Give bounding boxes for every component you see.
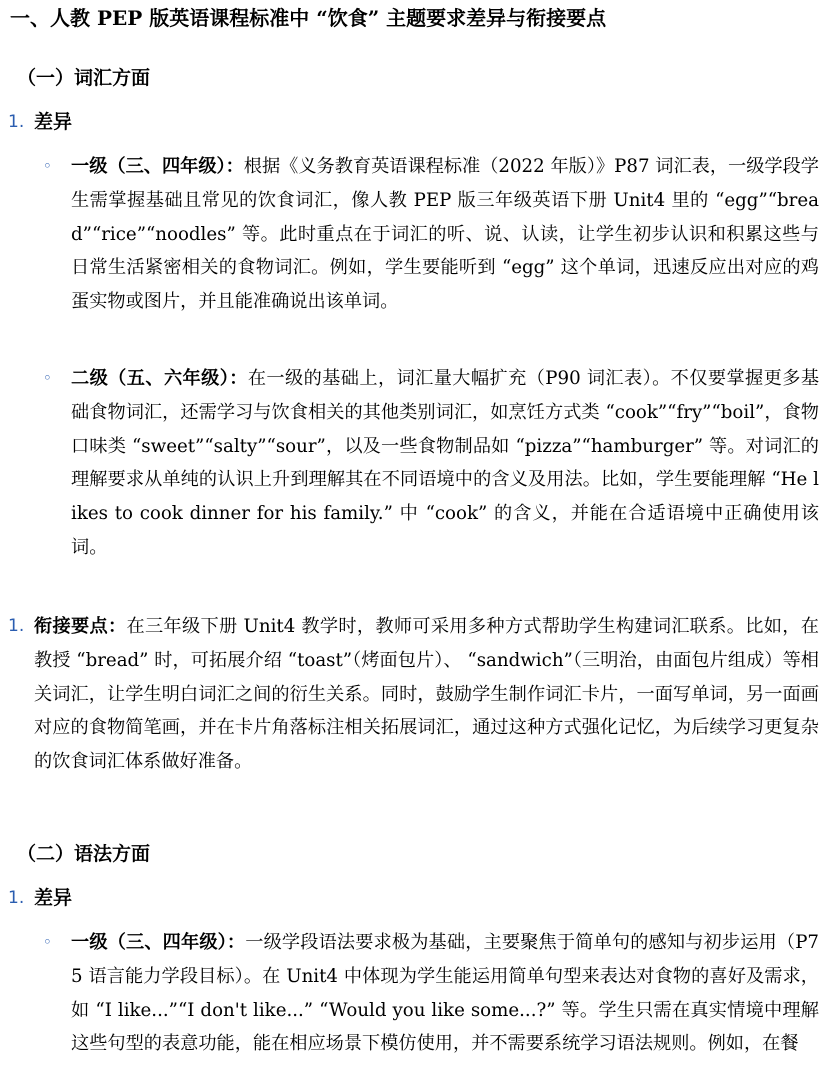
- list-number: 1.: [8, 616, 25, 636]
- list-number: 1.: [8, 888, 25, 908]
- document-title: 一、人教 PEP 版英语课程标准中 “饮食” 主题要求差异与衔接要点: [10, 6, 607, 30]
- list-item-level-one: [71, 150, 819, 319]
- list-item-level-two: [71, 362, 819, 565]
- bullet-icon: ◦: [43, 157, 52, 175]
- item-label: 二级（五、六年级）：: [71, 368, 248, 389]
- item-label: 一级（三、四年级）：: [71, 932, 246, 953]
- list-item-connection-points: [34, 610, 819, 779]
- item-text: 在一级的基础上，词汇量大幅扩充（P90 词汇表）。不仅要掌握更多基础食物词汇，还需学习与饮食相关的其他类别词汇，如烹饪方式类 “cook”“fry”“boil”，食物口味类 “sweet”“salty”“sour”，以及一些食物制品如 “pizza”“hamburger” 等。对词汇的理解要求从单纯的认识上升到理解其在不同语境中的含义及用法。比如，学生要能理解 “He likes to cook dinner for his family.” 中 “cook” 的含义，并能在合适语境中正确使用该词。: [71, 368, 820, 558]
- item-text: 根据《义务教育英语课程标准（2022 年版）》P87 词汇表，一级学段学生需掌握基础且常见的饮食词汇，像人教 PEP 版三年级英语下册 Unit4 里的 “egg”“bread”“rice”“noodles” 等。此时重点在于词汇的听、说、认读，让学生初步认识和积累这些与日常生活紧密相关的食物词汇。例如，学生要能听到 “egg” 这个单词，迅速反应出对应的鸡蛋实物或图片，并且能准确说出该单词。: [71, 156, 819, 313]
- list-number: 1.: [8, 112, 25, 132]
- item-label: 一级（三、四年级）：: [71, 156, 244, 177]
- list-heading-difference: 差异: [34, 887, 73, 909]
- section-heading-vocabulary: （一）词汇方面: [17, 67, 151, 89]
- bullet-icon: ◦: [43, 369, 52, 387]
- item-label: 衔接要点：: [34, 616, 127, 637]
- bullet-icon: ◦: [43, 933, 52, 951]
- item-text: 在三年级下册 Unit4 教学时，教师可采用多种方式帮助学生构建词汇联系。比如，在教授 “bread” 时，可拓展介绍 “toast”（烤面包片）、 “sandwich”（三明治，由面包片组成）等相关词汇，让学生明白词汇之间的衍生关系。同时，鼓励学生制作词汇卡片，一面写单词，另一面画对应的食物简笔画，并在卡片角落标注相关拓展词汇，通过这种方式强化记忆，为后续学习更复杂的饮食词汇体系做好准备。: [34, 616, 819, 773]
- item-text: 一级学段语法要求极为基础，主要聚焦于简单句的感知与初步运用（P75 语言能力学段目标）。在 Unit4 中体现为学生能运用简单句型来表达对食物的喜好及需求，如 “I like...”“I don't like...” “Would you like some...?” 等。学生只需在真实情境中理解这些句型的表意功能，能在相应场景下模仿使用，并不需要系统学习语法规则。例如，在餐: [71, 932, 820, 1055]
- section-heading-grammar: （二）语法方面: [17, 843, 151, 865]
- list-item-grammar-level-one: [71, 926, 819, 1061]
- list-heading-difference: 差异: [34, 111, 73, 133]
